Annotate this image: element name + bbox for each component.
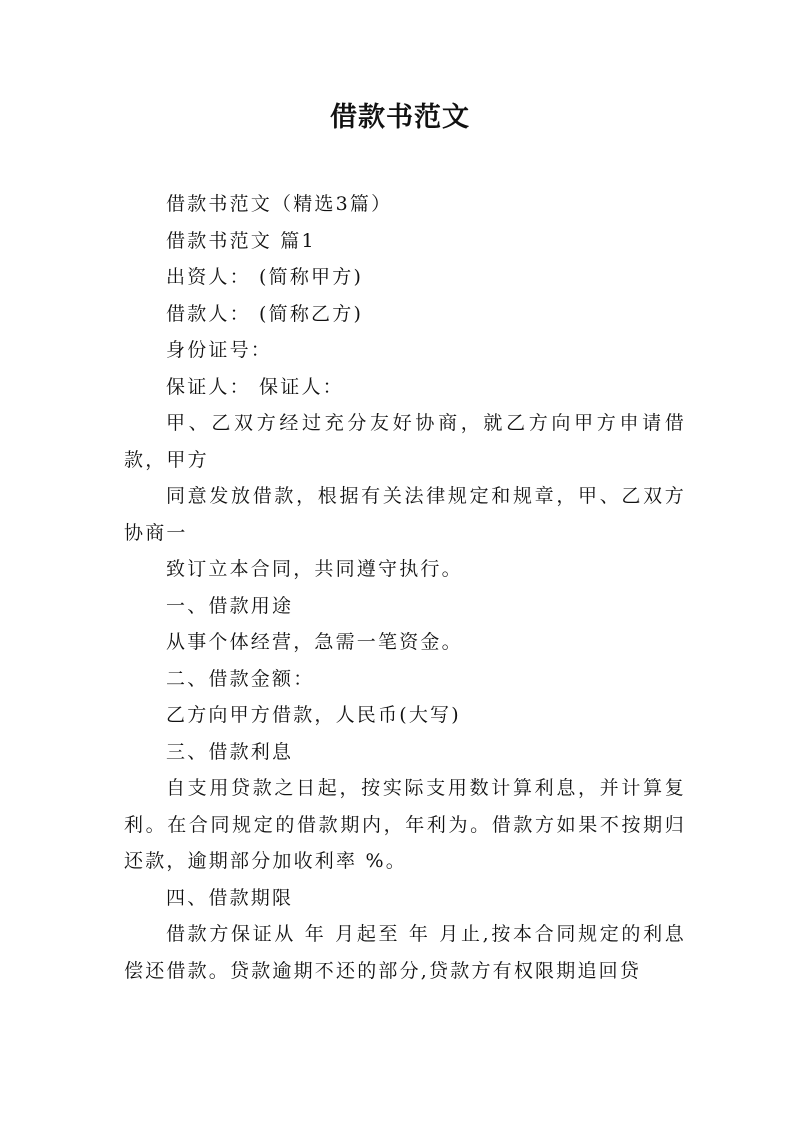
paragraph: 乙方向甲方借款，人民币(大写): [166, 704, 461, 726]
paragraph: 二、借款金额：: [166, 667, 315, 690]
paragraph: 四、借款期限: [166, 886, 294, 909]
paragraph: 身份证号：: [166, 339, 273, 361]
paragraph: 出资人： (简称甲方): [166, 266, 364, 288]
paragraph: 同意发放借款，根据有关法律规定和规章，甲、乙双方协商一: [124, 485, 686, 544]
paragraph: 致订立本合同，共同遵守执行。: [166, 558, 463, 580]
paragraph: 借款书范文 篇1: [166, 229, 316, 252]
paragraph: 借款书范文（精选3篇）: [166, 193, 393, 215]
paragraph: 甲、乙双方经过充分友好协商，就乙方向甲方申请借款，甲方: [124, 412, 686, 471]
document-title: 借款书范文: [330, 102, 470, 133]
paragraph: 保证人： 保证人：: [166, 375, 344, 398]
paragraph: 借款人： (简称乙方): [166, 302, 364, 325]
paragraph: 自支用贷款之日起，按实际支用数计算利息，并计算复利。在合同规定的借款期内，年利为。借款方如果不按期归还款，逾期部分加收利率 %。: [124, 777, 686, 872]
paragraph: 一、借款用途: [166, 594, 294, 617]
document-body: [124, 186, 686, 989]
paragraph: 从事个体经营，急需一笔资金。: [166, 631, 463, 653]
paragraph: 三、借款利息: [166, 740, 294, 763]
paragraph: 借款方保证从 年 月起至 年 月止,按本合同规定的利息偿还借款。贷款逾期不还的部分,贷款方有权限期追回贷: [124, 923, 686, 982]
